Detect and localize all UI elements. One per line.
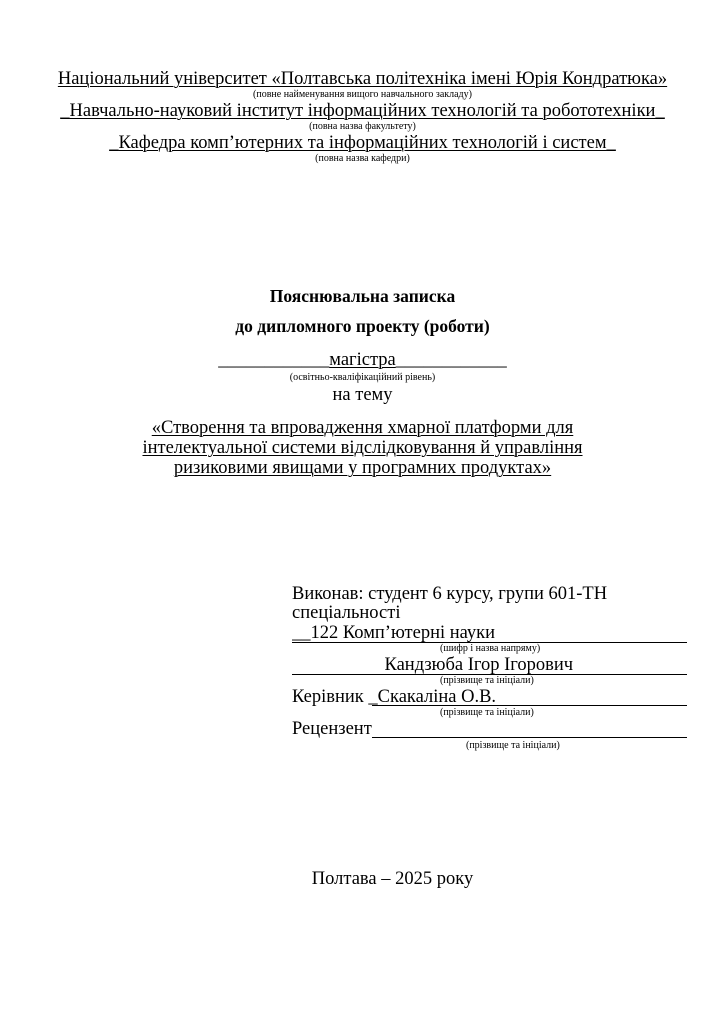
- degree-caption: (освітньо-кваліфікаційний рівень): [289, 372, 436, 383]
- supervisor-caption: (прізвище та ініціали): [440, 707, 534, 718]
- theme-line-1-text: «Створення та впровадження хмарної платформи для: [151, 418, 574, 438]
- university-name-text: Національний університет «Полтавська політехніка імені Юрія Кондратюка»: [57, 69, 668, 89]
- document-title: Пояснювальна записка: [269, 286, 456, 306]
- performed-by: Виконав: студент 6 курсу, групи 601-ТН: [292, 584, 608, 604]
- department-name-text: _Кафедра комп’ютерних та інформаційних технологій і систем_: [109, 133, 616, 153]
- supervisor-label: Керівник: [292, 687, 369, 706]
- on-topic-label: на тему: [332, 385, 393, 405]
- institute-name-text: _Навчально-науковий інститут інформаційних технологій та робототехніки_: [60, 101, 665, 121]
- department-name: [0, 133, 725, 153]
- department-text: Кафедра комп’ютерних та інформаційних технологій і систем: [118, 133, 607, 153]
- student-name: Кандзюба Ігор Ігорович: [384, 655, 574, 675]
- institute-text: Навчально-науковий інститут інформаційних технологій та робототехніки: [69, 101, 656, 121]
- degree-suffix: ____________: [395, 350, 507, 370]
- institute-caption: (повна назва факультету): [309, 121, 416, 132]
- reviewer-line: [292, 719, 687, 738]
- theme-line-3: [0, 458, 725, 478]
- city-year: Полтава – 2025 року: [311, 869, 474, 889]
- degree-value: магістра: [329, 350, 396, 370]
- institute-name: [0, 101, 725, 121]
- theme-line-1: [0, 418, 725, 438]
- specialty-caption: (шифр і назва напряму): [440, 643, 541, 654]
- specialty-line: [292, 623, 687, 643]
- theme-line-2-text: інтелектуальної системи відслідковування й управління: [142, 438, 583, 458]
- department-caption: (повна назва кафедри): [315, 153, 410, 164]
- reviewer-underline: [372, 737, 687, 738]
- supervisor-underline: [372, 705, 687, 706]
- degree-prefix: ____________: [218, 350, 330, 370]
- document-subtitle: до дипломного проекту (роботи): [235, 316, 490, 336]
- reviewer-label: Рецензент: [292, 719, 372, 738]
- university-caption: (повне найменування вищого навчального закладу): [253, 89, 472, 100]
- university-name: [0, 69, 725, 89]
- reviewer-caption: (прізвище та ініціали): [466, 740, 560, 751]
- specialty-value: __122 Комп’ютерні науки: [292, 623, 496, 643]
- student-line: [292, 655, 687, 675]
- supervisor-name: _Скакаліна О.В.: [368, 687, 497, 706]
- degree-line: [0, 350, 725, 370]
- student-caption: (прізвище та ініціали): [440, 675, 534, 686]
- specialty-label: спеціальності: [292, 603, 401, 623]
- theme-line-3-text: ризиковими явищами у програмних продуктах»: [173, 458, 552, 478]
- theme-line-2: [0, 438, 725, 458]
- supervisor-line: [292, 687, 687, 706]
